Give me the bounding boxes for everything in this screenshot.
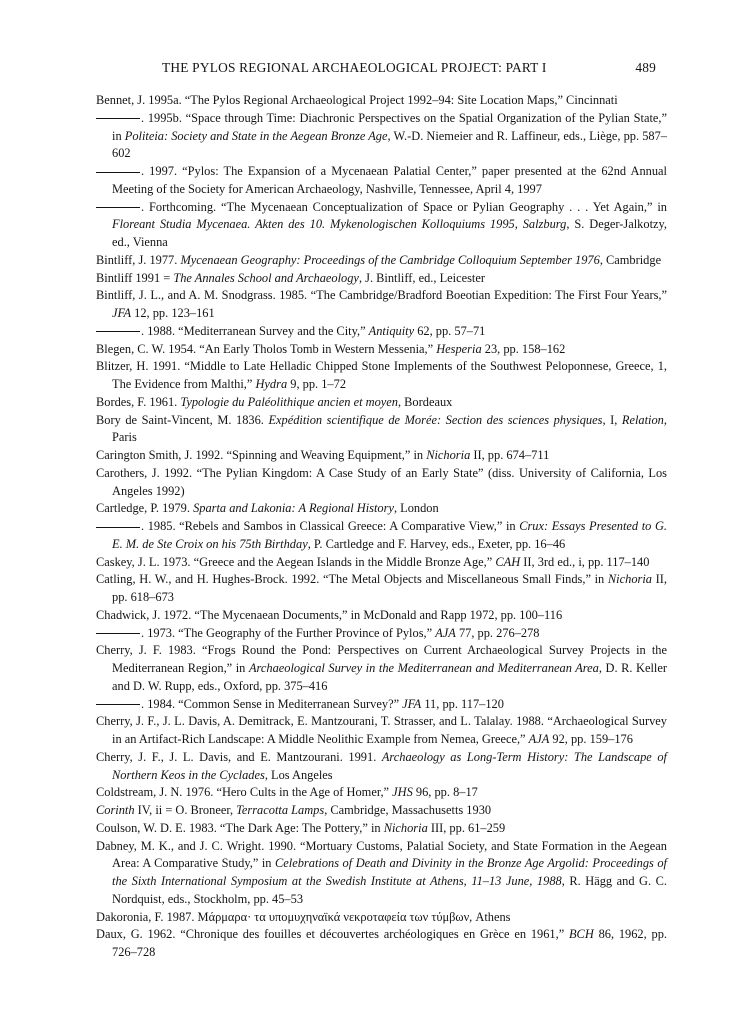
entry-text: 11, pp. 117–120 — [421, 696, 504, 711]
bibliography-entry — [96, 163, 667, 199]
entry-text: Bintliff, J. 1977. — [96, 252, 181, 267]
entry-text: Coulson, W. D. E. 1983. “The Dark Age: The Pottery,” in — [96, 820, 384, 835]
entry-text: Blitzer, H. 1991. “Middle to Late Helladic Chipped Stone Implements of the Southwest Peloponnese, Greece, 1, The Evidence from Malthi,” — [96, 359, 667, 391]
bibliography-entry — [96, 642, 667, 695]
entry-text: , S. Deger-Jalkotzy, ed., Vienna — [112, 217, 667, 249]
entry-italic-text: BCH — [568, 927, 594, 942]
entry-italic-text: JFA — [402, 696, 422, 711]
entry-italic-text: Mycenaean Geography: Proceedings of the Cambridge Colloquium September 1976 — [180, 252, 600, 267]
entry-italic-text: Nichoria — [426, 448, 471, 462]
entry-italic-text: AJA — [528, 732, 550, 746]
repeat-author-dash — [96, 633, 140, 634]
entry-text: , London — [393, 501, 439, 516]
entry-text: 86, 1962, pp. 726–728 — [112, 927, 667, 959]
repeat-author-dash — [96, 704, 140, 705]
entry-italic-text: Relation — [621, 412, 664, 427]
bibliography-entry — [96, 323, 667, 341]
entry-italic-text: Nichoria — [383, 820, 428, 835]
entry-text: , Cambridge — [599, 252, 662, 267]
entry-text: , Cambridge, Massachusetts 1930 — [324, 803, 492, 817]
entry-italic-text: Floreant Studia Mycenaea. Akten des 10. Mykenologischen Kolloquiums 1995, Salzburg — [112, 217, 567, 232]
entry-italic-text: Hydra — [255, 377, 288, 391]
bibliography-entry — [96, 713, 667, 749]
entry-text: Carington Smith, J. 1992. “Spinning and Weaving Equipment,” in — [96, 448, 427, 462]
bibliography-entry — [96, 802, 667, 820]
entry-text: . 1973. “The Geography of the Further Province of Pylos,” — [141, 625, 436, 640]
entry-text: 23, pp. 158–162 — [481, 341, 566, 356]
bibliography-entry — [96, 625, 667, 643]
entry-text: Bennet, J. 1995a. “The Pylos Regional Archaeological Project 1992–94: Site Location Maps,” Cincinnati — [96, 93, 618, 107]
entry-text: Cherry, J. F., J. L. Davis, and E. Mantzourani. 1991. — [96, 749, 382, 764]
repeat-author-dash — [96, 331, 140, 332]
bibliography-entry — [96, 909, 667, 927]
bibliography-entry — [96, 199, 667, 252]
entry-text: , D. R. Keller and D. W. Rupp, eds., Oxford, pp. 375–416 — [112, 661, 667, 693]
entry-text: , J. Bintliff, ed., Leicester — [358, 270, 485, 285]
bibliography-entry — [96, 571, 667, 607]
entry-italic-text: Celebrations of Death and Divinity in the Bronze Age Argolid: Proceedings of the Sixth International Symposium at the Swedish Institute at Athens, 11–13 June, 1988 — [112, 856, 667, 888]
entry-text: . 1995b. “Space through Time: Diachronic Perspectives on the Spatial Organization of the Pylian State,” in — [112, 110, 667, 143]
entry-italic-text: Typologie du Paléolithique ancien et moyen — [180, 394, 398, 409]
entry-text: 92, pp. 159–176 — [549, 732, 633, 746]
entry-text: Bordes, F. 1961. — [96, 394, 181, 409]
entry-text: 12, pp. 123–161 — [131, 306, 215, 320]
bibliography-entry — [96, 252, 667, 270]
entry-text: Bintliff, J. L., and A. M. Snodgrass. 1985. “The Cambridge/Bradford Boeotian Expedition: The First Four Years,” — [96, 288, 667, 303]
bibliography-entry — [96, 270, 667, 288]
entry-italic-text: Crux: Essays Presented to G. E. M. de Ste Croix on his 75th Birthday — [112, 519, 667, 551]
entry-text: Bintliff 1991 = — [96, 270, 174, 285]
entry-text: II, pp. 674–711 — [470, 448, 550, 462]
entry-italic-text: Expédition scientifique de Morée: Section des sciences physiques — [268, 412, 603, 427]
repeat-author-dash — [96, 172, 140, 173]
entry-italic-text: JFA — [112, 306, 132, 320]
entry-text: . 1984. “Common Sense in Mediterranean Survey?” — [141, 696, 403, 711]
entry-italic-text: Politeia: Society and State in the Aegean Bronze Age — [124, 128, 388, 143]
entry-text: Catling, H. W., and H. Hughes-Brock. 1992. “The Metal Objects and Miscellaneous Small Finds,” in — [96, 572, 608, 587]
bibliography-entry — [96, 926, 667, 962]
repeat-author-dash — [96, 118, 140, 119]
entry-text: Cherry, J. F., J. L. Davis, A. Demitrack, E. Mantzourani, T. Strasser, and L. Talalay. 1988. “Archaeological Survey in an Artifact-Rich Landscape: A Middle Neolithic Example from Nemea, Greece,” — [96, 714, 667, 746]
entry-text: Coldstream, J. N. 1976. “Hero Cults in the Age of Homer,” — [96, 785, 393, 800]
bibliography-entry — [96, 465, 667, 501]
entry-text: . Forthcoming. “The Mycenaean Conceptualization of Space or Pylian Geography . . . Yet Again,” in — [141, 199, 667, 214]
entry-text: Cherry, J. F. 1983. “Frogs Round the Pond: Perspectives on Current Archaeological Survey Projects in the Mediterranean Region,” in — [96, 643, 667, 675]
entry-italic-text: AJA — [435, 625, 456, 640]
bibliography-entry — [96, 784, 667, 802]
entry-text: 96, pp. 8–17 — [412, 785, 478, 800]
entry-text: 62, pp. 57–71 — [414, 323, 486, 338]
bibliography-entry — [96, 287, 667, 323]
entry-text: , R. Hägg and G. C. Nordquist, eds., Stockholm, pp. 45–53 — [112, 874, 667, 906]
entry-text: , W.-D. Niemeier and R. Laffineur, eds., Liège, pp. 587–602 — [112, 128, 667, 161]
entry-text: Dabney, M. K., and J. C. Wright. 1990. “Mortuary Customs, Palatial Society, and State Formation in the Aegean Area: A Comparative Study,” in — [96, 838, 667, 871]
entry-text: . 1988. “Mediterranean Survey and the City,” — [141, 323, 369, 338]
repeat-author-dash — [96, 207, 140, 208]
entry-text: , Bordeaux — [397, 394, 453, 409]
entry-text: Dakoronia, F. 1987. Μάρμαρα· τα υπομυχηναϊκά νεκροταφεία των τύμβων, Athens — [96, 909, 511, 924]
bibliography-entry — [96, 394, 667, 412]
entry-italic-text: Sparta and Lakonia: A Regional History — [193, 501, 394, 516]
page-number: 489 — [635, 60, 656, 75]
bibliography-entry — [96, 447, 667, 465]
entry-text: 77, pp. 276–278 — [455, 625, 540, 640]
entry-text: , I, — [602, 412, 622, 427]
entry-text: , Los Angeles — [264, 767, 333, 782]
bibliography-entry — [96, 607, 667, 625]
entry-text: . 1997. “Pylos: The Expansion of a Mycenaean Palatial Center,” paper presented at the 62nd Annual Meeting of the Society for American Archaeology, Nashville, Tennessee, April 4, 1997 — [112, 164, 667, 196]
bibliography-entry — [96, 749, 667, 785]
entry-text: , Paris — [112, 412, 667, 445]
entry-italic-text: Corinth — [96, 803, 135, 817]
entry-italic-text: Terracotta Lamps — [236, 803, 325, 817]
repeat-author-dash — [96, 527, 140, 528]
bibliography-entry — [96, 820, 667, 838]
entry-text: Blegen, C. W. 1954. “An Early Tholos Tomb in Western Messenia,” — [96, 341, 437, 356]
entry-text: III, pp. 61–259 — [427, 820, 506, 835]
entry-italic-text: The Annales School and Archaeology — [173, 270, 359, 285]
entry-text: Bory de Saint-Vincent, M. 1836. — [96, 412, 269, 427]
entry-text: IV, ii = O. Broneer, — [134, 803, 237, 817]
bibliography-entry — [96, 518, 667, 554]
entry-text: Chadwick, J. 1972. “The Mycenaean Documents,” in McDonald and Rapp 1972, pp. 100–116 — [96, 607, 563, 622]
entry-italic-text: Hesperia — [436, 341, 482, 356]
entry-text: Cartledge, P. 1979. — [96, 501, 194, 516]
entry-text: , P. Cartledge and F. Harvey, eds., Exeter, pp. 16–46 — [307, 536, 566, 551]
entry-text: 9, pp. 1–72 — [287, 377, 347, 391]
entry-text: Caskey, J. L. 1973. “Greece and the Aegean Islands in the Middle Bronze Age,” — [96, 554, 496, 569]
entry-text: II, 3rd ed., i, pp. 117–140 — [520, 554, 650, 569]
bibliography-entry — [96, 696, 667, 714]
bibliography-list — [96, 92, 667, 962]
bibliography-entry — [96, 92, 667, 110]
entry-italic-text: Archaeological Survey in the Mediterranean and Mediterranean Area — [248, 661, 599, 675]
bibliography-entry — [96, 500, 667, 518]
entry-italic-text: Nichoria — [607, 572, 652, 587]
entry-italic-text: Antiquity — [368, 323, 415, 338]
bibliography-entry — [96, 412, 667, 448]
entry-text: Carothers, J. 1992. “The Pylian Kingdom: A Case Study of an Early State” (diss. University of California, Los Angeles 1992) — [96, 465, 667, 498]
bibliography-entry — [96, 358, 667, 394]
bibliography-entry — [96, 341, 667, 359]
entry-text: Daux, G. 1962. “Chronique des fouilles et découvertes archéologiques en Grèce en 1961,” — [96, 927, 569, 942]
bibliography-entry — [96, 838, 667, 909]
running-head-title: THE PYLOS REGIONAL ARCHAEOLOGICAL PROJECT: PART I — [162, 60, 547, 75]
bibliography-entry — [96, 554, 667, 572]
entry-italic-text: Archaeology as Long-Term History: The Landscape of Northern Keos in the Cyclades — [112, 749, 667, 782]
entry-italic-text: JHS — [392, 785, 413, 800]
bibliography-entry — [96, 110, 667, 163]
entry-text: . 1985. “Rebels and Sambos in Classical Greece: A Comparative View,” in — [141, 519, 520, 533]
entry-text: II, pp. 618–673 — [112, 572, 667, 604]
entry-italic-text: CAH — [495, 554, 521, 569]
